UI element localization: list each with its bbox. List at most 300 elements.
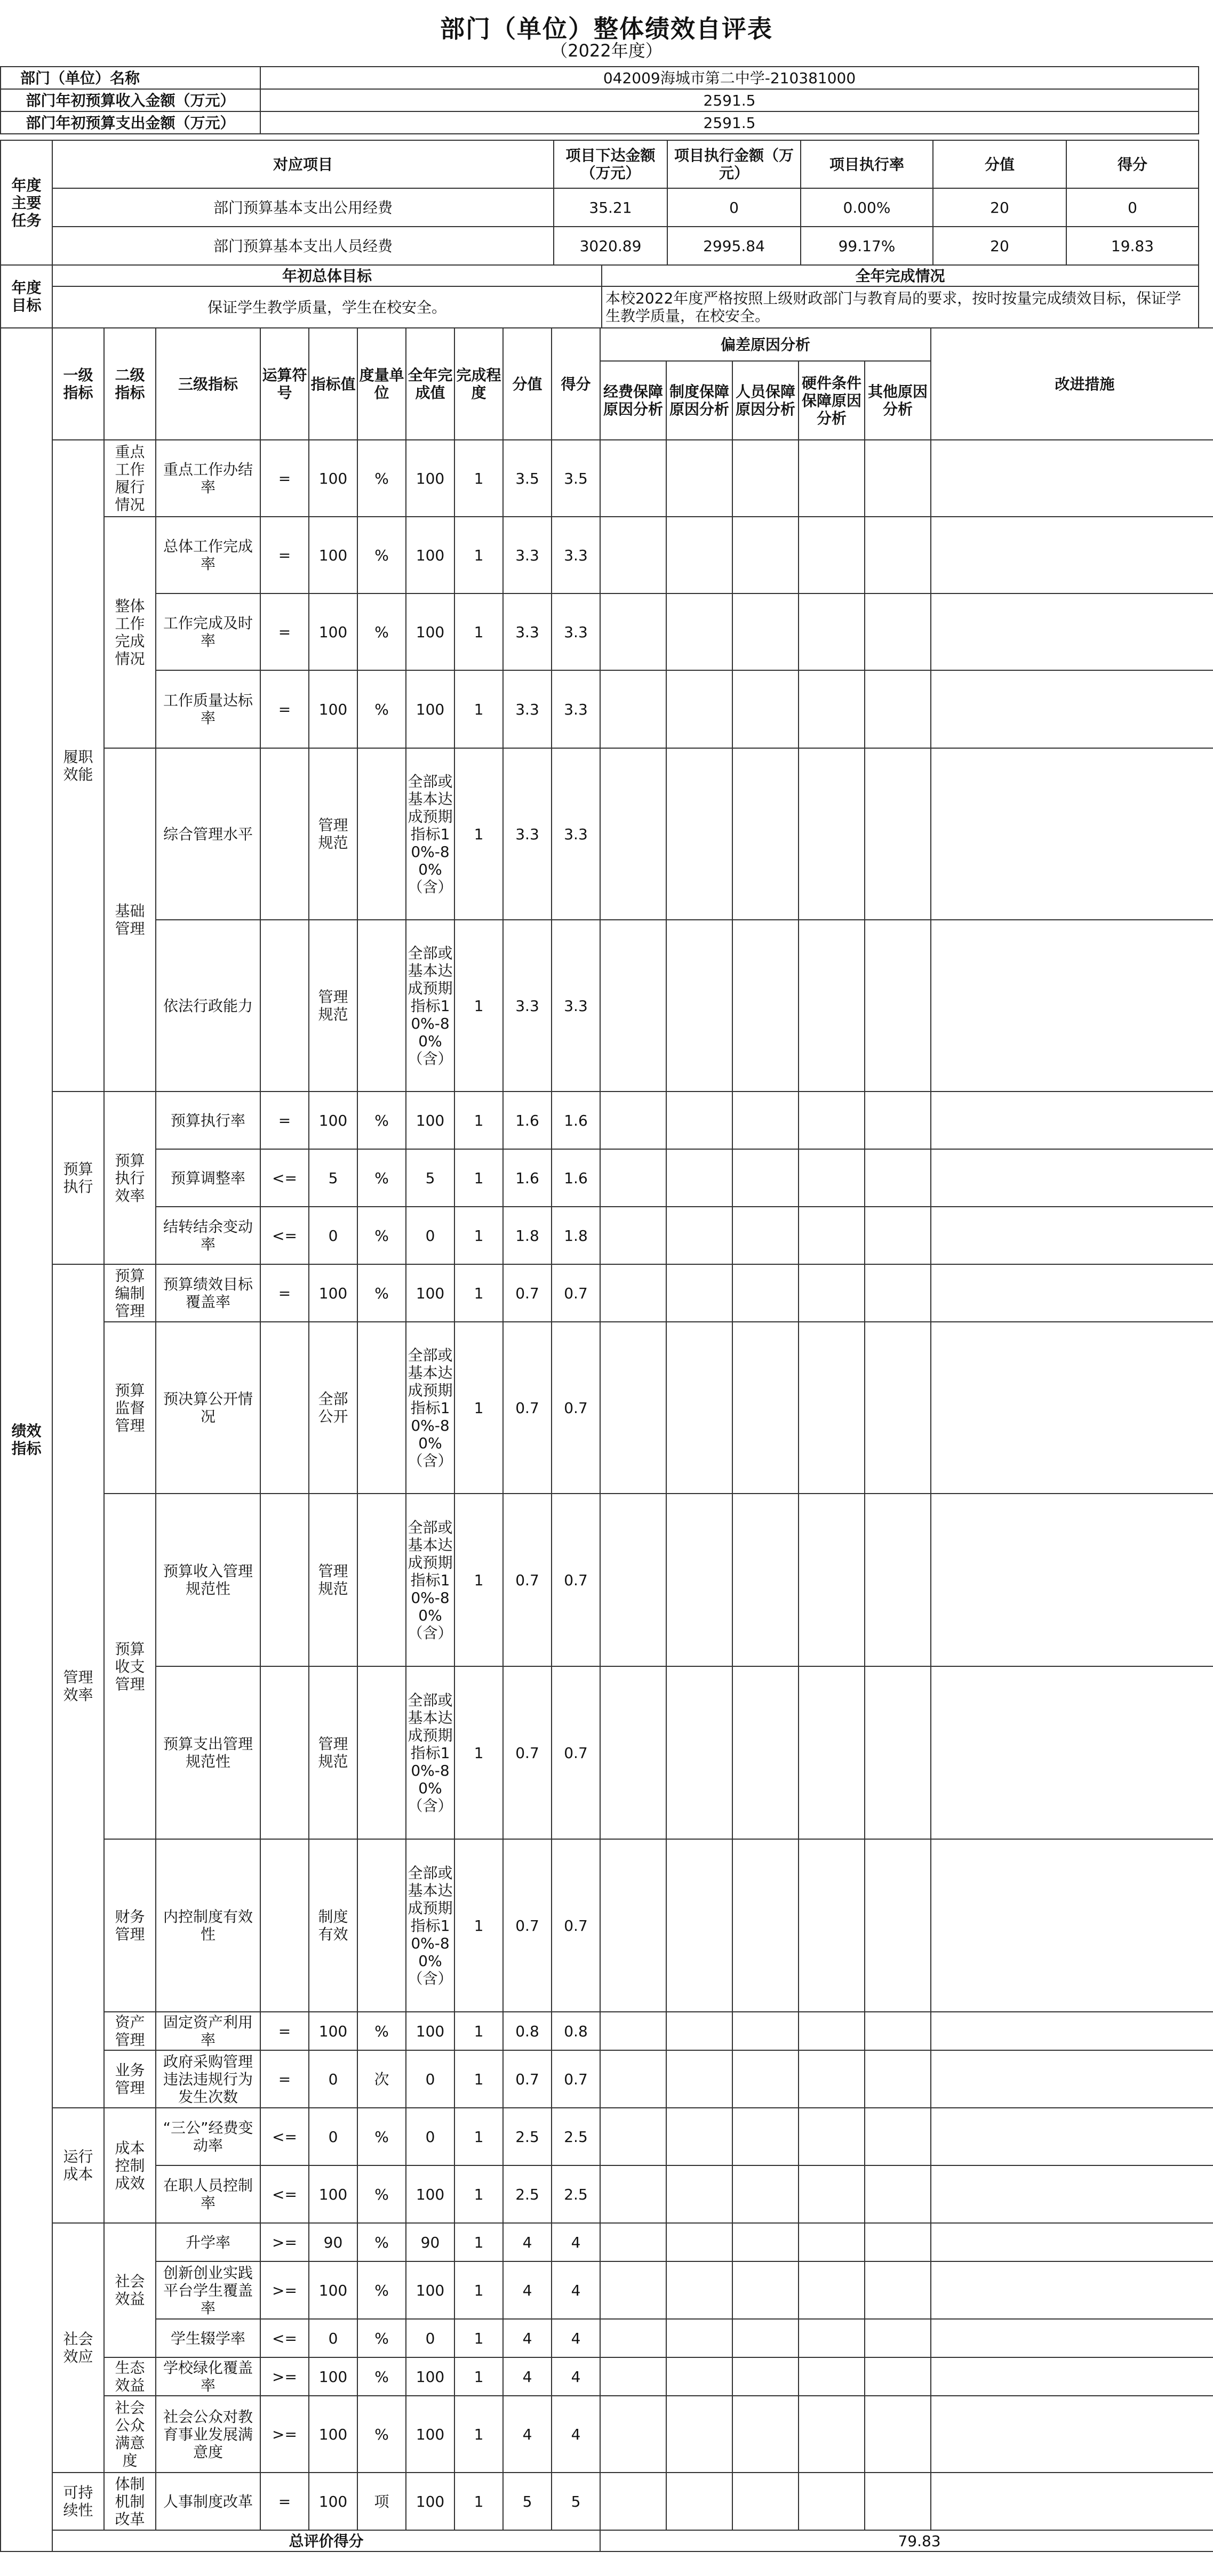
empty-cell xyxy=(600,2050,666,2108)
empty-cell xyxy=(666,2261,732,2319)
completion-cell: 1 xyxy=(454,1666,503,1839)
table-row xyxy=(1,440,1213,517)
level2-cell: 业务管理 xyxy=(104,2050,156,2108)
target-cell: 100 xyxy=(309,2012,357,2050)
empty-cell xyxy=(666,2473,732,2530)
operator-cell: = xyxy=(260,2050,309,2108)
level1-cell: 运行成本 xyxy=(52,2108,104,2223)
projects-table xyxy=(0,140,1199,266)
score-cell: 0.7 xyxy=(552,1322,600,1494)
completion-cell: 1 xyxy=(454,440,503,517)
empty-cell xyxy=(865,1839,931,2012)
empty-cell xyxy=(799,2261,865,2319)
project-allocated: 3020.89 xyxy=(554,227,667,265)
unit-cell: % xyxy=(357,2261,406,2319)
completion-cell: 1 xyxy=(454,517,503,593)
operator-cell xyxy=(260,1666,309,1839)
projects-col-header: 对应项目 xyxy=(52,140,554,188)
level3-cell: 总体工作完成率 xyxy=(156,517,260,593)
level3-cell: 工作完成及时率 xyxy=(156,593,260,670)
empty-cell xyxy=(600,2223,666,2261)
table-row xyxy=(1,328,1213,361)
level3-cell: 预决算公开情况 xyxy=(156,1322,260,1494)
table-row xyxy=(1,2012,1213,2050)
completion-cell: 1 xyxy=(454,593,503,670)
empty-cell xyxy=(600,2012,666,2050)
empty-cell xyxy=(931,1666,1213,1839)
target-cell: 100 xyxy=(309,593,357,670)
initial-goal-header: 年初总体目标 xyxy=(52,265,602,286)
empty-cell xyxy=(931,2396,1213,2473)
unit-cell: % xyxy=(357,2396,406,2473)
empty-cell xyxy=(865,2261,931,2319)
income-label: 部门年初预算收入金额（万元） xyxy=(1,89,260,111)
unit-cell xyxy=(357,748,406,920)
empty-cell xyxy=(732,2012,799,2050)
empty-cell xyxy=(732,593,799,670)
empty-cell xyxy=(732,440,799,517)
level3-cell: 预算调整率 xyxy=(156,1149,260,1207)
operator-cell xyxy=(260,1494,309,1666)
operator-cell xyxy=(260,748,309,920)
empty-cell xyxy=(732,2261,799,2319)
level3-cell: 政府采购管理违法违规行为发生次数 xyxy=(156,2050,260,2108)
completion-cell: 1 xyxy=(454,1149,503,1207)
level1-cell: 预算执行 xyxy=(52,1092,104,1264)
col-completion: 完成程度 xyxy=(454,328,503,440)
empty-cell xyxy=(931,2050,1213,2108)
empty-cell xyxy=(666,2050,732,2108)
col-unit: 度量单位 xyxy=(357,328,406,440)
projects-section-label: 年度主要任务 xyxy=(1,140,52,265)
empty-cell xyxy=(666,2108,732,2165)
actual-cell: 100 xyxy=(406,2165,454,2223)
score-cell: 4 xyxy=(552,2396,600,2473)
table-row xyxy=(1,1666,1213,1839)
col-dev-other: 其他原因分析 xyxy=(865,361,931,440)
empty-cell xyxy=(931,1207,1213,1264)
weight-cell: 0.7 xyxy=(503,1264,552,1322)
level3-cell: 创新创业实践平台学生覆盖率 xyxy=(156,2261,260,2319)
unit-cell: % xyxy=(357,2319,406,2357)
empty-cell xyxy=(666,670,732,748)
unit-cell: % xyxy=(357,2357,406,2396)
operator-cell: = xyxy=(260,517,309,593)
weight-cell: 3.3 xyxy=(503,517,552,593)
empty-cell xyxy=(931,748,1213,920)
expense-value: 2591.5 xyxy=(260,111,1199,134)
completion-cell: 1 xyxy=(454,1494,503,1666)
empty-cell xyxy=(732,1666,799,1839)
empty-cell xyxy=(865,1666,931,1839)
table-row xyxy=(1,1322,1213,1494)
page-title: 部门（单位）整体绩效自评表 xyxy=(440,14,773,43)
score-cell: 3.3 xyxy=(552,670,600,748)
metrics-table xyxy=(0,327,1213,2552)
empty-cell xyxy=(865,1149,931,1207)
completion-cell: 1 xyxy=(454,920,503,1092)
total-label: 总评价得分 xyxy=(52,2530,600,2551)
level3-cell: 工作质量达标率 xyxy=(156,670,260,748)
empty-cell xyxy=(600,2108,666,2165)
level3-cell: 重点工作办结率 xyxy=(156,440,260,517)
completion-cell: 1 xyxy=(454,1207,503,1264)
operator-cell: >= xyxy=(260,2261,309,2319)
weight-cell: 0.7 xyxy=(503,1839,552,2012)
level3-cell: 学生辍学率 xyxy=(156,2319,260,2357)
operator-cell: = xyxy=(260,2473,309,2530)
empty-cell xyxy=(799,517,865,593)
empty-cell xyxy=(799,748,865,920)
operator-cell: >= xyxy=(260,2223,309,2261)
actual-cell: 100 xyxy=(406,2473,454,2530)
unit-cell xyxy=(357,1666,406,1839)
level2-cell: 生态效益 xyxy=(104,2357,156,2396)
empty-cell xyxy=(732,2108,799,2165)
weight-cell: 0.7 xyxy=(503,1494,552,1666)
score-cell: 3.3 xyxy=(552,517,600,593)
score-cell: 0.7 xyxy=(552,2050,600,2108)
level3-cell: 预算绩效目标覆盖率 xyxy=(156,1264,260,1322)
level3-cell: 预算收入管理规范性 xyxy=(156,1494,260,1666)
unit-cell: % xyxy=(357,593,406,670)
empty-cell xyxy=(732,2473,799,2530)
col-dev-system: 制度保障原因分析 xyxy=(666,361,732,440)
weight-cell: 0.7 xyxy=(503,2050,552,2108)
unit-cell xyxy=(357,1839,406,2012)
level2-cell: 社会公众满意度 xyxy=(104,2396,156,2473)
table-row xyxy=(1,227,1199,265)
project-rate: 99.17% xyxy=(801,227,933,265)
level3-cell: 学校绿化覆盖率 xyxy=(156,2357,260,2396)
empty-cell xyxy=(931,2223,1213,2261)
empty-cell xyxy=(600,2473,666,2530)
col-deviation: 偏差原因分析 xyxy=(600,328,931,361)
empty-cell xyxy=(666,920,732,1092)
operator-cell: <= xyxy=(260,1207,309,1264)
level2-cell: 财务管理 xyxy=(104,1839,156,2012)
table-row xyxy=(1,2165,1213,2223)
actual-cell: 100 xyxy=(406,1264,454,1322)
level3-cell: 固定资产利用率 xyxy=(156,2012,260,2050)
operator-cell: = xyxy=(260,2012,309,2050)
final-status-text: 本校2022年度严格按照上级财政部门与教育局的要求，按时按量完成绩效目标，保证学生教学质量，在校安全。 xyxy=(602,286,1199,328)
empty-cell xyxy=(931,1149,1213,1207)
table-row xyxy=(1,111,1199,134)
empty-cell xyxy=(600,1494,666,1666)
actual-cell: 100 xyxy=(406,1092,454,1149)
unit-cell: 次 xyxy=(357,2050,406,2108)
empty-cell xyxy=(865,2473,931,2530)
unit-cell: % xyxy=(357,670,406,748)
empty-cell xyxy=(865,1264,931,1322)
project-name: 部门预算基本支出人员经费 xyxy=(52,227,554,265)
empty-cell xyxy=(666,2319,732,2357)
empty-cell xyxy=(931,593,1213,670)
goals-table xyxy=(0,264,1199,328)
score-cell: 1.6 xyxy=(552,1092,600,1149)
dept-name-value: 042009海城市第二中学-210381000 xyxy=(260,67,1199,89)
empty-cell xyxy=(600,2261,666,2319)
target-cell: 0 xyxy=(309,2319,357,2357)
weight-cell: 4 xyxy=(503,2223,552,2261)
actual-cell: 100 xyxy=(406,670,454,748)
level3-cell: 结转结余变动率 xyxy=(156,1207,260,1264)
actual-cell: 全部或基本达成预期指标10%-80%（含） xyxy=(406,748,454,920)
score-cell: 3.3 xyxy=(552,593,600,670)
empty-cell xyxy=(732,517,799,593)
empty-cell xyxy=(865,1092,931,1149)
completion-cell: 1 xyxy=(454,670,503,748)
unit-cell: % xyxy=(357,2165,406,2223)
weight-cell: 4 xyxy=(503,2261,552,2319)
score-cell: 5 xyxy=(552,2473,600,2530)
empty-cell xyxy=(600,1839,666,2012)
level2-cell: 成本控制成效 xyxy=(104,2108,156,2223)
score-cell: 0.7 xyxy=(552,1264,600,1322)
empty-cell xyxy=(732,1264,799,1322)
project-score: 0 xyxy=(1066,188,1199,227)
empty-cell xyxy=(666,2396,732,2473)
table-row xyxy=(1,2050,1213,2108)
empty-cell xyxy=(799,440,865,517)
completion-cell: 1 xyxy=(454,748,503,920)
empty-cell xyxy=(732,1494,799,1666)
completion-cell: 1 xyxy=(454,1264,503,1322)
operator-cell: <= xyxy=(260,2108,309,2165)
target-cell: 制度有效 xyxy=(309,1839,357,2012)
empty-cell xyxy=(931,517,1213,593)
target-cell: 0 xyxy=(309,2050,357,2108)
table-row xyxy=(1,1494,1213,1666)
level2-cell: 预算执行效率 xyxy=(104,1092,156,1264)
empty-cell xyxy=(931,2261,1213,2319)
table-row xyxy=(1,2319,1213,2357)
level2-cell: 预算监督管理 xyxy=(104,1322,156,1494)
table-row xyxy=(1,2108,1213,2165)
projects-col-header: 项目下达金额（万元） xyxy=(554,140,667,188)
empty-cell xyxy=(732,1092,799,1149)
empty-cell xyxy=(865,2050,931,2108)
projects-col-header: 项目执行金额（万元） xyxy=(667,140,801,188)
unit-cell: 项 xyxy=(357,2473,406,2530)
operator-cell: = xyxy=(260,1264,309,1322)
empty-cell xyxy=(799,670,865,748)
operator-cell xyxy=(260,920,309,1092)
page-subtitle: （2022年度） xyxy=(550,41,663,61)
weight-cell: 1.6 xyxy=(503,1092,552,1149)
table-row xyxy=(1,265,1199,286)
table-row xyxy=(1,1264,1213,1322)
goals-section-label: 年度目标 xyxy=(1,265,52,328)
score-cell: 0.7 xyxy=(552,1494,600,1666)
projects-col-header: 项目执行率 xyxy=(801,140,933,188)
empty-cell xyxy=(865,593,931,670)
target-cell: 90 xyxy=(309,2223,357,2261)
target-cell: 0 xyxy=(309,2108,357,2165)
unit-cell: % xyxy=(357,1207,406,1264)
empty-cell xyxy=(600,2396,666,2473)
weight-cell: 2.5 xyxy=(503,2165,552,2223)
table-row xyxy=(1,517,1213,593)
level2-cell: 预算收支管理 xyxy=(104,1494,156,1839)
score-cell: 4 xyxy=(552,2357,600,2396)
unit-cell: % xyxy=(357,2012,406,2050)
project-weight: 20 xyxy=(933,227,1066,265)
empty-cell xyxy=(732,1322,799,1494)
weight-cell: 1.8 xyxy=(503,1207,552,1264)
empty-cell xyxy=(732,1207,799,1264)
actual-cell: 0 xyxy=(406,2319,454,2357)
weight-cell: 2.5 xyxy=(503,2108,552,2165)
col-dev-funding: 经费保障原因分析 xyxy=(600,361,666,440)
empty-cell xyxy=(666,2165,732,2223)
table-row xyxy=(1,2261,1213,2319)
col-operator: 运算符号 xyxy=(260,328,309,440)
empty-cell xyxy=(600,593,666,670)
empty-cell xyxy=(931,1264,1213,1322)
empty-cell xyxy=(799,2108,865,2165)
completion-cell: 1 xyxy=(454,2319,503,2357)
table-row xyxy=(1,1149,1213,1207)
target-cell: 5 xyxy=(309,1149,357,1207)
empty-cell xyxy=(732,920,799,1092)
level2-cell: 重点工作履行情况 xyxy=(104,440,156,517)
level3-cell: 社会公众对教育事业发展满意度 xyxy=(156,2396,260,2473)
empty-cell xyxy=(865,517,931,593)
unit-cell: % xyxy=(357,1149,406,1207)
col-dev-staff: 人员保障原因分析 xyxy=(732,361,799,440)
level3-cell: 在职人员控制率 xyxy=(156,2165,260,2223)
table-row xyxy=(1,188,1199,227)
level3-cell: 依法行政能力 xyxy=(156,920,260,1092)
empty-cell xyxy=(600,2319,666,2357)
target-cell: 100 xyxy=(309,2473,357,2530)
empty-cell xyxy=(600,1092,666,1149)
empty-cell xyxy=(865,2396,931,2473)
weight-cell: 3.5 xyxy=(503,440,552,517)
empty-cell xyxy=(931,1092,1213,1149)
empty-cell xyxy=(865,440,931,517)
empty-cell xyxy=(600,2357,666,2396)
actual-cell: 90 xyxy=(406,2223,454,2261)
operator-cell xyxy=(260,1322,309,1494)
empty-cell xyxy=(799,2012,865,2050)
unit-cell: % xyxy=(357,2108,406,2165)
actual-cell: 全部或基本达成预期指标10%-80%（含） xyxy=(406,920,454,1092)
level3-cell: 综合管理水平 xyxy=(156,748,260,920)
empty-cell xyxy=(931,2012,1213,2050)
empty-cell xyxy=(931,920,1213,1092)
project-rate: 0.00% xyxy=(801,188,933,227)
unit-cell: % xyxy=(357,2223,406,2261)
empty-cell xyxy=(600,748,666,920)
empty-cell xyxy=(666,440,732,517)
empty-cell xyxy=(799,1149,865,1207)
empty-cell xyxy=(666,1264,732,1322)
col-target: 指标值 xyxy=(309,328,357,440)
completion-cell: 1 xyxy=(454,1092,503,1149)
empty-cell xyxy=(666,1149,732,1207)
completion-cell: 1 xyxy=(454,2223,503,2261)
table-row xyxy=(1,89,1199,111)
target-cell: 100 xyxy=(309,517,357,593)
empty-cell xyxy=(799,2319,865,2357)
empty-cell xyxy=(666,1666,732,1839)
completion-cell: 1 xyxy=(454,2012,503,2050)
empty-cell xyxy=(799,2165,865,2223)
level3-cell: 升学率 xyxy=(156,2223,260,2261)
empty-cell xyxy=(799,1207,865,1264)
actual-cell: 100 xyxy=(406,440,454,517)
empty-cell xyxy=(931,2473,1213,2530)
weight-cell: 4 xyxy=(503,2357,552,2396)
completion-cell: 1 xyxy=(454,2357,503,2396)
level2-cell: 社会效益 xyxy=(104,2223,156,2357)
completion-cell: 1 xyxy=(454,2396,503,2473)
actual-cell: 100 xyxy=(406,2261,454,2319)
weight-cell: 3.3 xyxy=(503,593,552,670)
empty-cell xyxy=(865,2223,931,2261)
actual-cell: 0 xyxy=(406,2050,454,2108)
completion-cell: 1 xyxy=(454,2108,503,2165)
empty-cell xyxy=(931,2108,1213,2165)
level3-cell: 人事制度改革 xyxy=(156,2473,260,2530)
score-cell: 2.5 xyxy=(552,2165,600,2223)
level3-cell: “三公”经费变动率 xyxy=(156,2108,260,2165)
empty-cell xyxy=(799,920,865,1092)
score-cell: 3.5 xyxy=(552,440,600,517)
empty-cell xyxy=(799,2396,865,2473)
target-cell: 100 xyxy=(309,1092,357,1149)
target-cell: 100 xyxy=(309,2261,357,2319)
table-row xyxy=(1,920,1213,1092)
empty-cell xyxy=(666,2223,732,2261)
actual-cell: 5 xyxy=(406,1149,454,1207)
table-row xyxy=(1,1092,1213,1149)
target-cell: 管理规范 xyxy=(309,920,357,1092)
header-table xyxy=(0,66,1199,134)
empty-cell xyxy=(666,593,732,670)
empty-cell xyxy=(799,2473,865,2530)
target-cell: 管理规范 xyxy=(309,748,357,920)
empty-cell xyxy=(666,2012,732,2050)
level3-cell: 预算执行率 xyxy=(156,1092,260,1149)
empty-cell xyxy=(799,1264,865,1322)
empty-cell xyxy=(600,670,666,748)
operator-cell xyxy=(260,1839,309,2012)
actual-cell: 0 xyxy=(406,1207,454,1264)
score-cell: 3.3 xyxy=(552,748,600,920)
empty-cell xyxy=(931,2357,1213,2396)
col-level2: 二级指标 xyxy=(104,328,156,440)
empty-cell xyxy=(666,517,732,593)
empty-cell xyxy=(600,1666,666,1839)
empty-cell xyxy=(865,2357,931,2396)
level2-cell: 基础管理 xyxy=(104,748,156,1092)
empty-cell xyxy=(865,2165,931,2223)
empty-cell xyxy=(732,1149,799,1207)
weight-cell: 0.7 xyxy=(503,1322,552,1494)
empty-cell xyxy=(931,670,1213,748)
project-allocated: 35.21 xyxy=(554,188,667,227)
unit-cell: % xyxy=(357,440,406,517)
col-dev-hardware: 硬件条件保障原因分析 xyxy=(799,361,865,440)
empty-cell xyxy=(666,748,732,920)
level1-cell: 管理效率 xyxy=(52,1264,104,2108)
metrics-section-label: 绩效指标 xyxy=(1,328,52,2551)
empty-cell xyxy=(666,1839,732,2012)
